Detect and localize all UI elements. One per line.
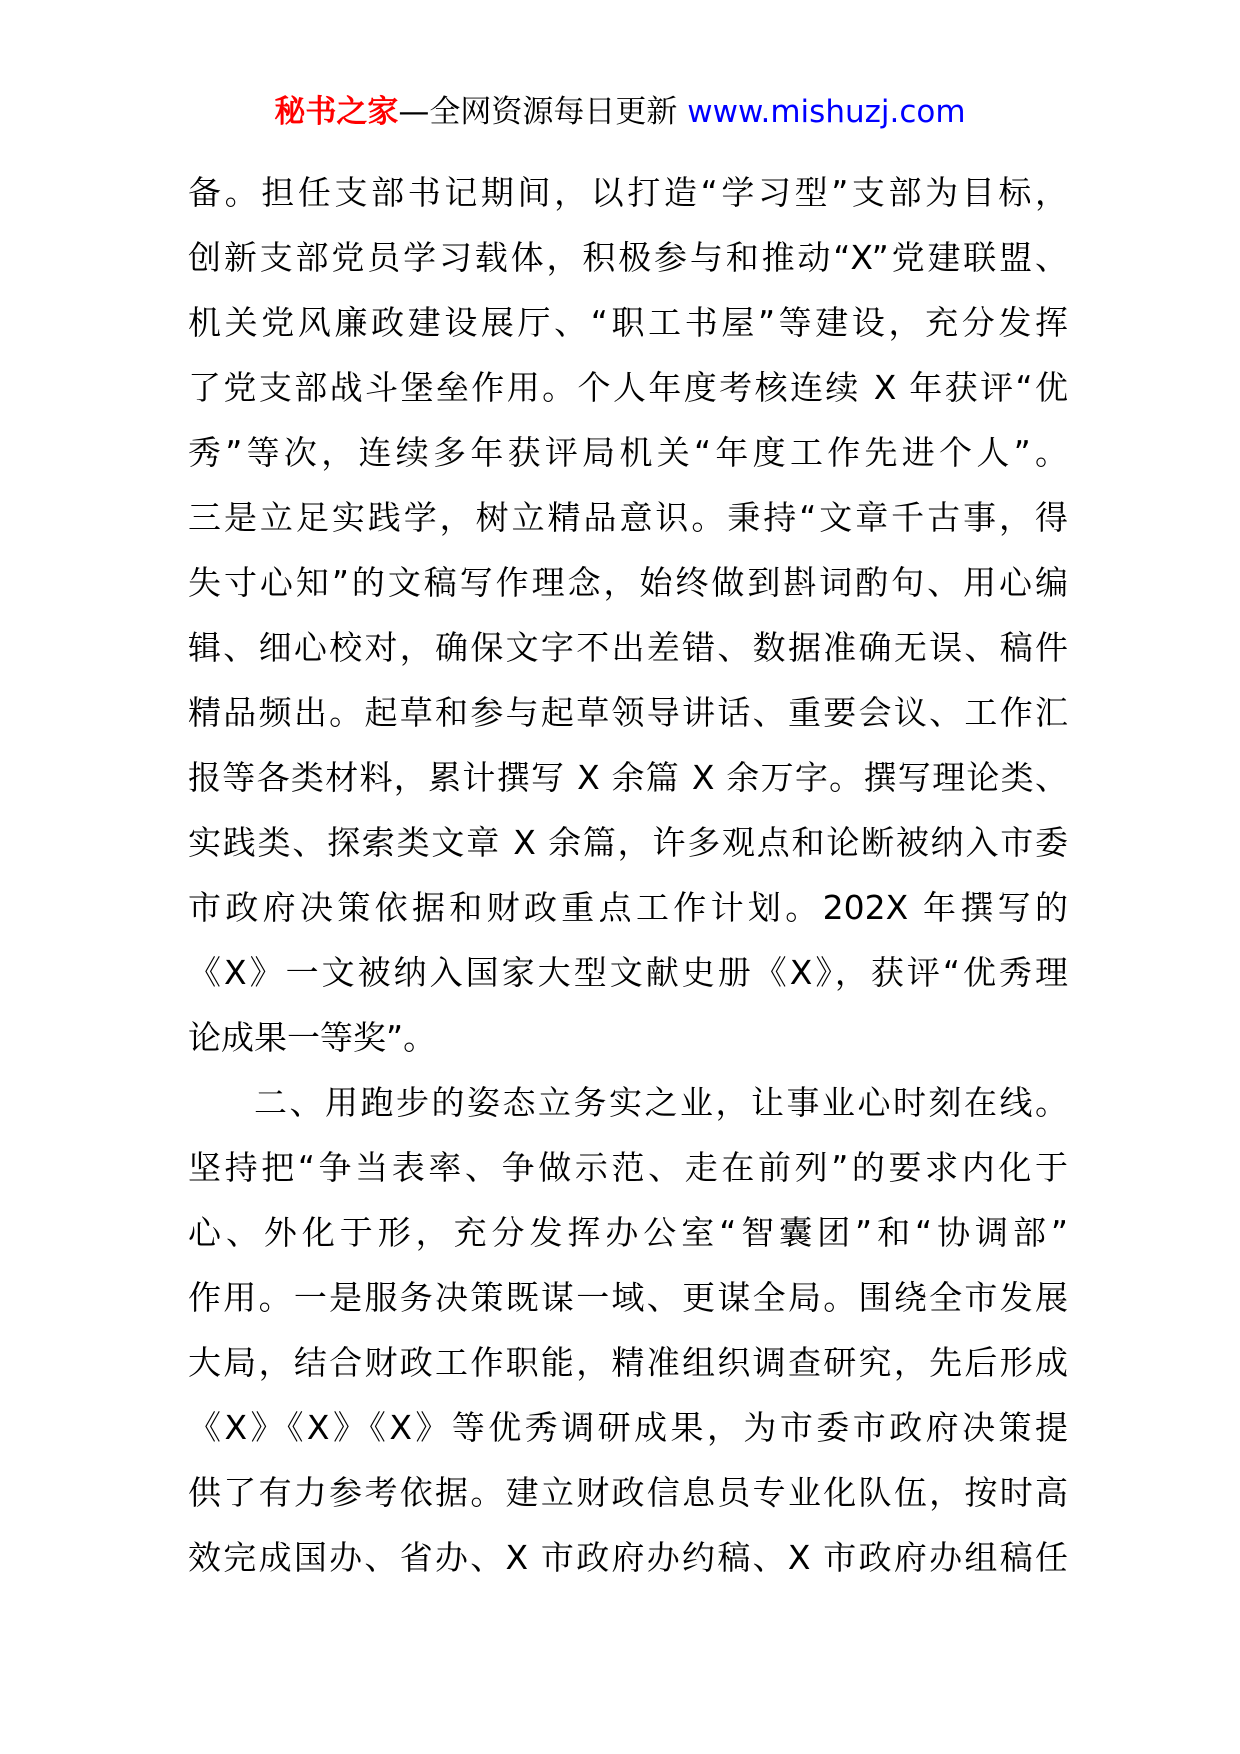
text-line: 效完成国办、省办、X 市政府办约稿、X 市政府办组稿任 (188, 1538, 1068, 1577)
text-line: 实践类、探索类文章 X 余篇，许多观点和论断被纳入市委 (188, 823, 1068, 862)
text-line: 大局，结合财政工作职能，精准组织调查研究，先后形成 (188, 1343, 1068, 1382)
text-line: 报等各类材料，累计撰写 X 余篇 X 余万字。撰写理论类、 (188, 758, 1068, 797)
text-line: 机关党风廉政建设展厅、“职工书屋”等建设，充分发挥 (188, 303, 1068, 342)
text-line: 秀”等次，连续多年获评局机关“年度工作先进个人”。 (188, 433, 1068, 472)
document-body (188, 160, 1068, 1590)
text-line: 《X》《X》《X》等优秀调研成果，为市委市政府决策提 (188, 1408, 1068, 1447)
text-line: 精品频出。起草和参与起草领导讲话、重要会议、工作汇 (188, 693, 1068, 732)
text-line: 坚持把“争当表率、争做示范、走在前列”的要求内化于 (188, 1148, 1068, 1187)
text-line: 《X》一文被纳入国家大型文献史册《X》，获评“优秀理 (188, 953, 1068, 992)
brand-name: 秘书之家 (274, 94, 399, 130)
watermark-header (0, 92, 1240, 132)
header-slogan: —全网资源每日更新 (398, 94, 688, 130)
text-line: 供了有力参考依据。建立财政信息员专业化队伍，按时高 (188, 1473, 1068, 1512)
text-line: 了党支部战斗堡垒作用。个人年度考核连续 X 年获评“优 (188, 368, 1068, 407)
paragraph-end-line: 论成果一等奖”。 (188, 1018, 437, 1057)
section-heading-line: 二、用跑步的姿态立务实之业，让事业心时刻在线。 (254, 1083, 1068, 1122)
text-line: 心、外化于形，充分发挥办公室“智囊团”和“协调部” (188, 1213, 1068, 1252)
text-line: 失寸心知”的文稿写作理念，始终做到斟词酌句、用心编 (188, 563, 1068, 602)
text-line: 创新支部党员学习载体，积极参与和推动“X”党建联盟、 (188, 238, 1068, 277)
text-line: 备。担任支部书记期间，以打造“学习型”支部为目标， (188, 173, 1068, 212)
text-line: 市政府决策依据和财政重点工作计划。202X 年撰写的 (188, 888, 1068, 927)
text-line: 作用。一是服务决策既谋一域、更谋全局。围绕全市发展 (188, 1278, 1068, 1317)
text-line: 三是立足实践学，树立精品意识。秉持“文章千古事，得 (188, 498, 1068, 537)
website-url: www.mishuzj.com (687, 94, 966, 130)
text-line: 辑、细心校对，确保文字不出差错、数据准确无误、稿件 (188, 628, 1068, 667)
